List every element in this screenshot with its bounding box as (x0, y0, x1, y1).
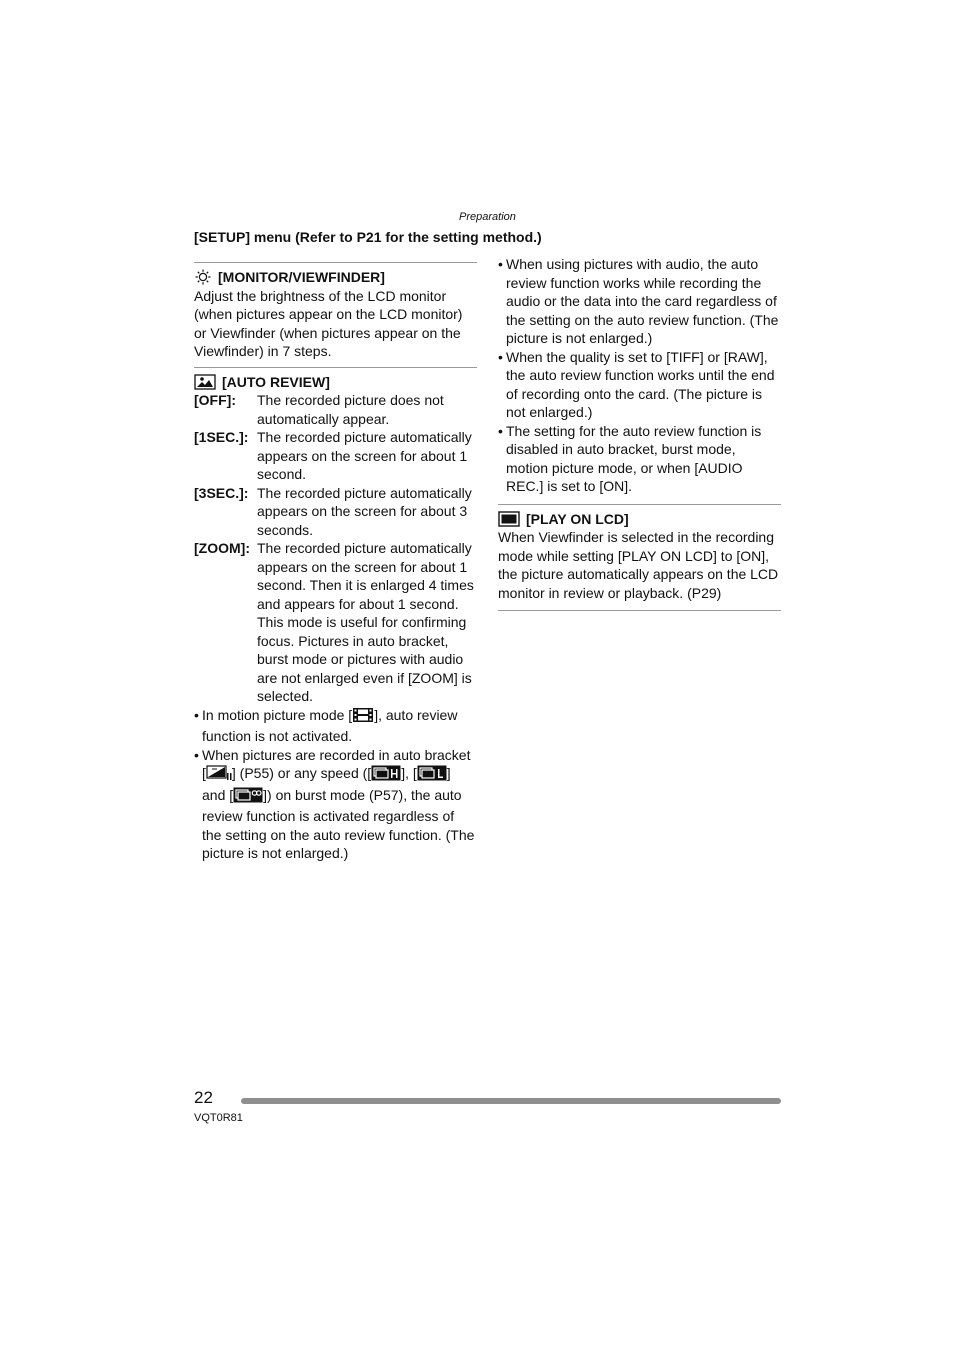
auto-bracket-icon (206, 765, 232, 786)
model-code: VQT0R81 (194, 1112, 243, 1124)
auto-review-icon (194, 374, 216, 390)
auto-review-option-off (194, 391, 477, 428)
option-key: [3SEC.]: (194, 484, 249, 501)
burst-high-speed-icon (371, 765, 401, 786)
option-text: The recorded picture automatically appears on the screen for about 1 second. Then it is enlarged 4 times and appears for about 1 second. This mode is useful for confirming focus. Pictures in auto bracket, burst mode or pictures with audio are not enlarged even if [ZOOM] is selected. (257, 540, 474, 704)
motion-picture-note (194, 706, 477, 746)
list-item (498, 348, 781, 422)
note-text: When using pictures with audio, the auto review function works while recording the audio or the data into the card regardless of the setting on the auto review function. (The picture is not enlarged.) (506, 256, 779, 346)
play-on-lcd-title: [PLAY ON LCD] (526, 510, 629, 527)
auto-review-option-1sec (194, 428, 477, 484)
option-key: [OFF]: (194, 392, 236, 408)
play-on-lcd-section (498, 504, 781, 612)
option-key: [ZOOM]: (194, 540, 250, 556)
list-item (498, 255, 781, 348)
monitor-viewfinder-title-row (194, 268, 477, 287)
bullet-dot: • (498, 256, 503, 272)
motion-picture-mode-icon (352, 707, 374, 728)
auto-review-section (194, 367, 477, 869)
note-text: When the quality is set to [TIFF] or [RAW], the auto review function works until the end of recording onto the card. (The picture is not enlarged.) (506, 348, 775, 420)
auto-bracket-note (194, 746, 477, 863)
bullet-dot: • (194, 706, 199, 723)
play-on-lcd-icon (498, 511, 520, 527)
burst-low-speed-icon (417, 765, 447, 786)
option-text: The recorded picture automatically appears on the screen for about 3 seconds. (257, 484, 472, 538)
page-number: 22 (194, 1088, 213, 1107)
right-column (498, 255, 781, 611)
option-text: The recorded picture does not automatically appear. (257, 392, 444, 427)
play-on-lcd-title-row (498, 510, 781, 529)
page-heading: [SETUP] menu (Refer to P21 for the setting method.) (194, 229, 542, 245)
list-item (498, 422, 781, 504)
note-text: The setting for the auto review function is disabled in auto bracket, burst mode, motion picture mode, or when [AUDIO REC.] is set to [ON]. (506, 422, 762, 494)
footer-divider-bar (241, 1098, 781, 1104)
option-key: [1SEC.]: (194, 429, 249, 445)
auto-review-title: [AUTO REVIEW] (222, 373, 330, 390)
auto-review-option-3sec (194, 484, 477, 540)
bullet-dot: • (498, 348, 503, 365)
auto-review-option-zoom (194, 539, 477, 706)
left-column (194, 262, 477, 869)
burst-unlimited-icon (233, 787, 263, 808)
monitor-viewfinder-body: Adjust the brightness of the LCD monitor (when pictures appear on the LCD monitor) or Viewfinder (when pictures appear on the Viewfinder) in 7 steps. (194, 287, 463, 359)
bullet-dot: • (498, 422, 503, 439)
auto-review-title-row (194, 373, 477, 392)
monitor-viewfinder-title: [MONITOR/VIEWFINDER] (218, 269, 385, 285)
note-text: When pictures are recorded in auto bracket [ ] (P55) or any speed ([ ], [ ] and [ ]) on burst mode (P57), the auto review function is activated regardless of the setting on the auto review function. (The picture is not enlarged.) (202, 746, 475, 861)
right-notes (498, 255, 781, 504)
section-label: Preparation (459, 211, 516, 223)
note-text: In motion picture mode [ ], auto review function is not activated. (202, 706, 458, 744)
option-text: The recorded picture automatically appears on the screen for about 1 second. (257, 429, 472, 482)
play-on-lcd-body: When Viewfinder is selected in the recording mode while setting [PLAY ON LCD] to [ON], the picture automatically appears on the LCD monitor in review or playback. (P29) (498, 529, 779, 601)
monitor-viewfinder-section (194, 262, 477, 367)
brightness-sun-icon (194, 269, 212, 285)
bullet-dot: • (194, 746, 199, 763)
